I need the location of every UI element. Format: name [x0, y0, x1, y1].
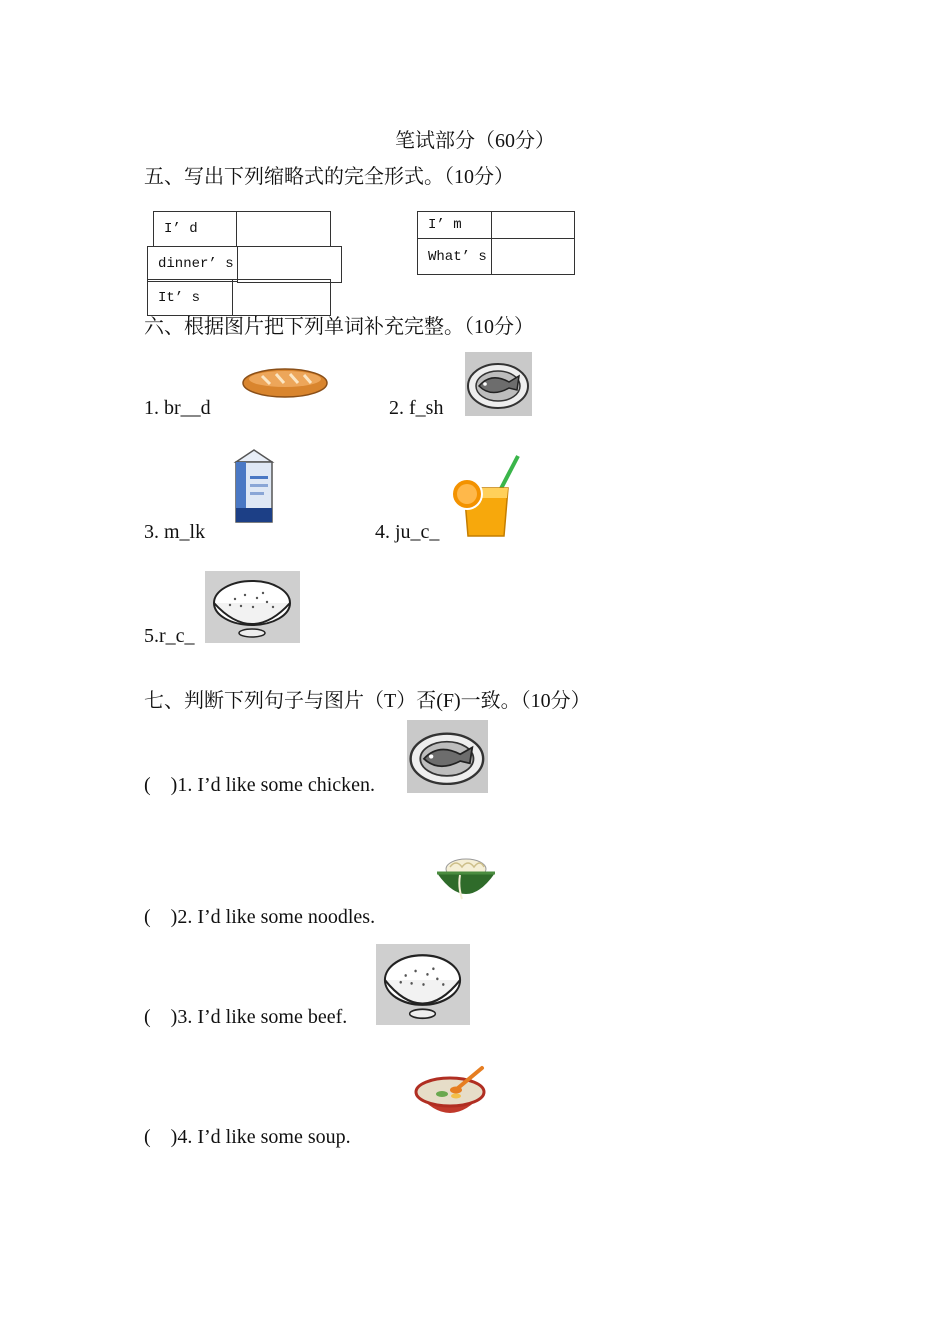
judge-item: ( )3. I’d like some beef. — [144, 1006, 348, 1028]
judge-item: ( )4. I’d like some soup. — [144, 1126, 351, 1148]
judge-item: ( )1. I’d like some chicken. — [144, 774, 376, 796]
soup-icon — [412, 1062, 488, 1124]
fish-icon — [465, 352, 532, 416]
word-item: 4. ju_c_ — [375, 521, 440, 543]
contraction-cell: It’ s — [147, 279, 233, 316]
section5-heading: 五、写出下列缩略式的完全形式。（10分） — [144, 166, 514, 188]
noodles-icon — [434, 855, 498, 901]
bread-icon — [240, 362, 330, 402]
word-item: 5.r_c_ — [144, 625, 195, 647]
answer-box[interactable] — [236, 211, 331, 247]
word-item: 1. br__d — [144, 397, 211, 419]
milk-carton-icon — [228, 446, 280, 526]
judge-item: ( )2. I’d like some noodles. — [144, 906, 376, 928]
contraction-cell: What’ s — [417, 238, 492, 275]
answer-box[interactable] — [491, 238, 575, 275]
page-title: 笔试部分（60分） — [395, 130, 555, 152]
section6-heading: 六、根据图片把下列单词补充完整。（10分） — [144, 316, 534, 338]
answer-box[interactable] — [237, 246, 342, 283]
answer-box[interactable] — [491, 211, 575, 239]
word-item: 3. m_lk — [144, 521, 206, 543]
section7-heading: 七、判断下列句子与图片（T）否(F)一致。（10分） — [144, 690, 591, 712]
word-item: 2. f_sh — [389, 397, 444, 419]
contraction-cell: I’ m — [417, 211, 492, 239]
rice-bowl-icon — [376, 944, 470, 1025]
contraction-cell: dinner’ s — [147, 246, 238, 282]
rice-bowl-icon — [205, 571, 300, 643]
contraction-cell: I’ d — [153, 211, 237, 247]
fish-icon — [407, 720, 488, 793]
juice-icon — [450, 452, 522, 542]
